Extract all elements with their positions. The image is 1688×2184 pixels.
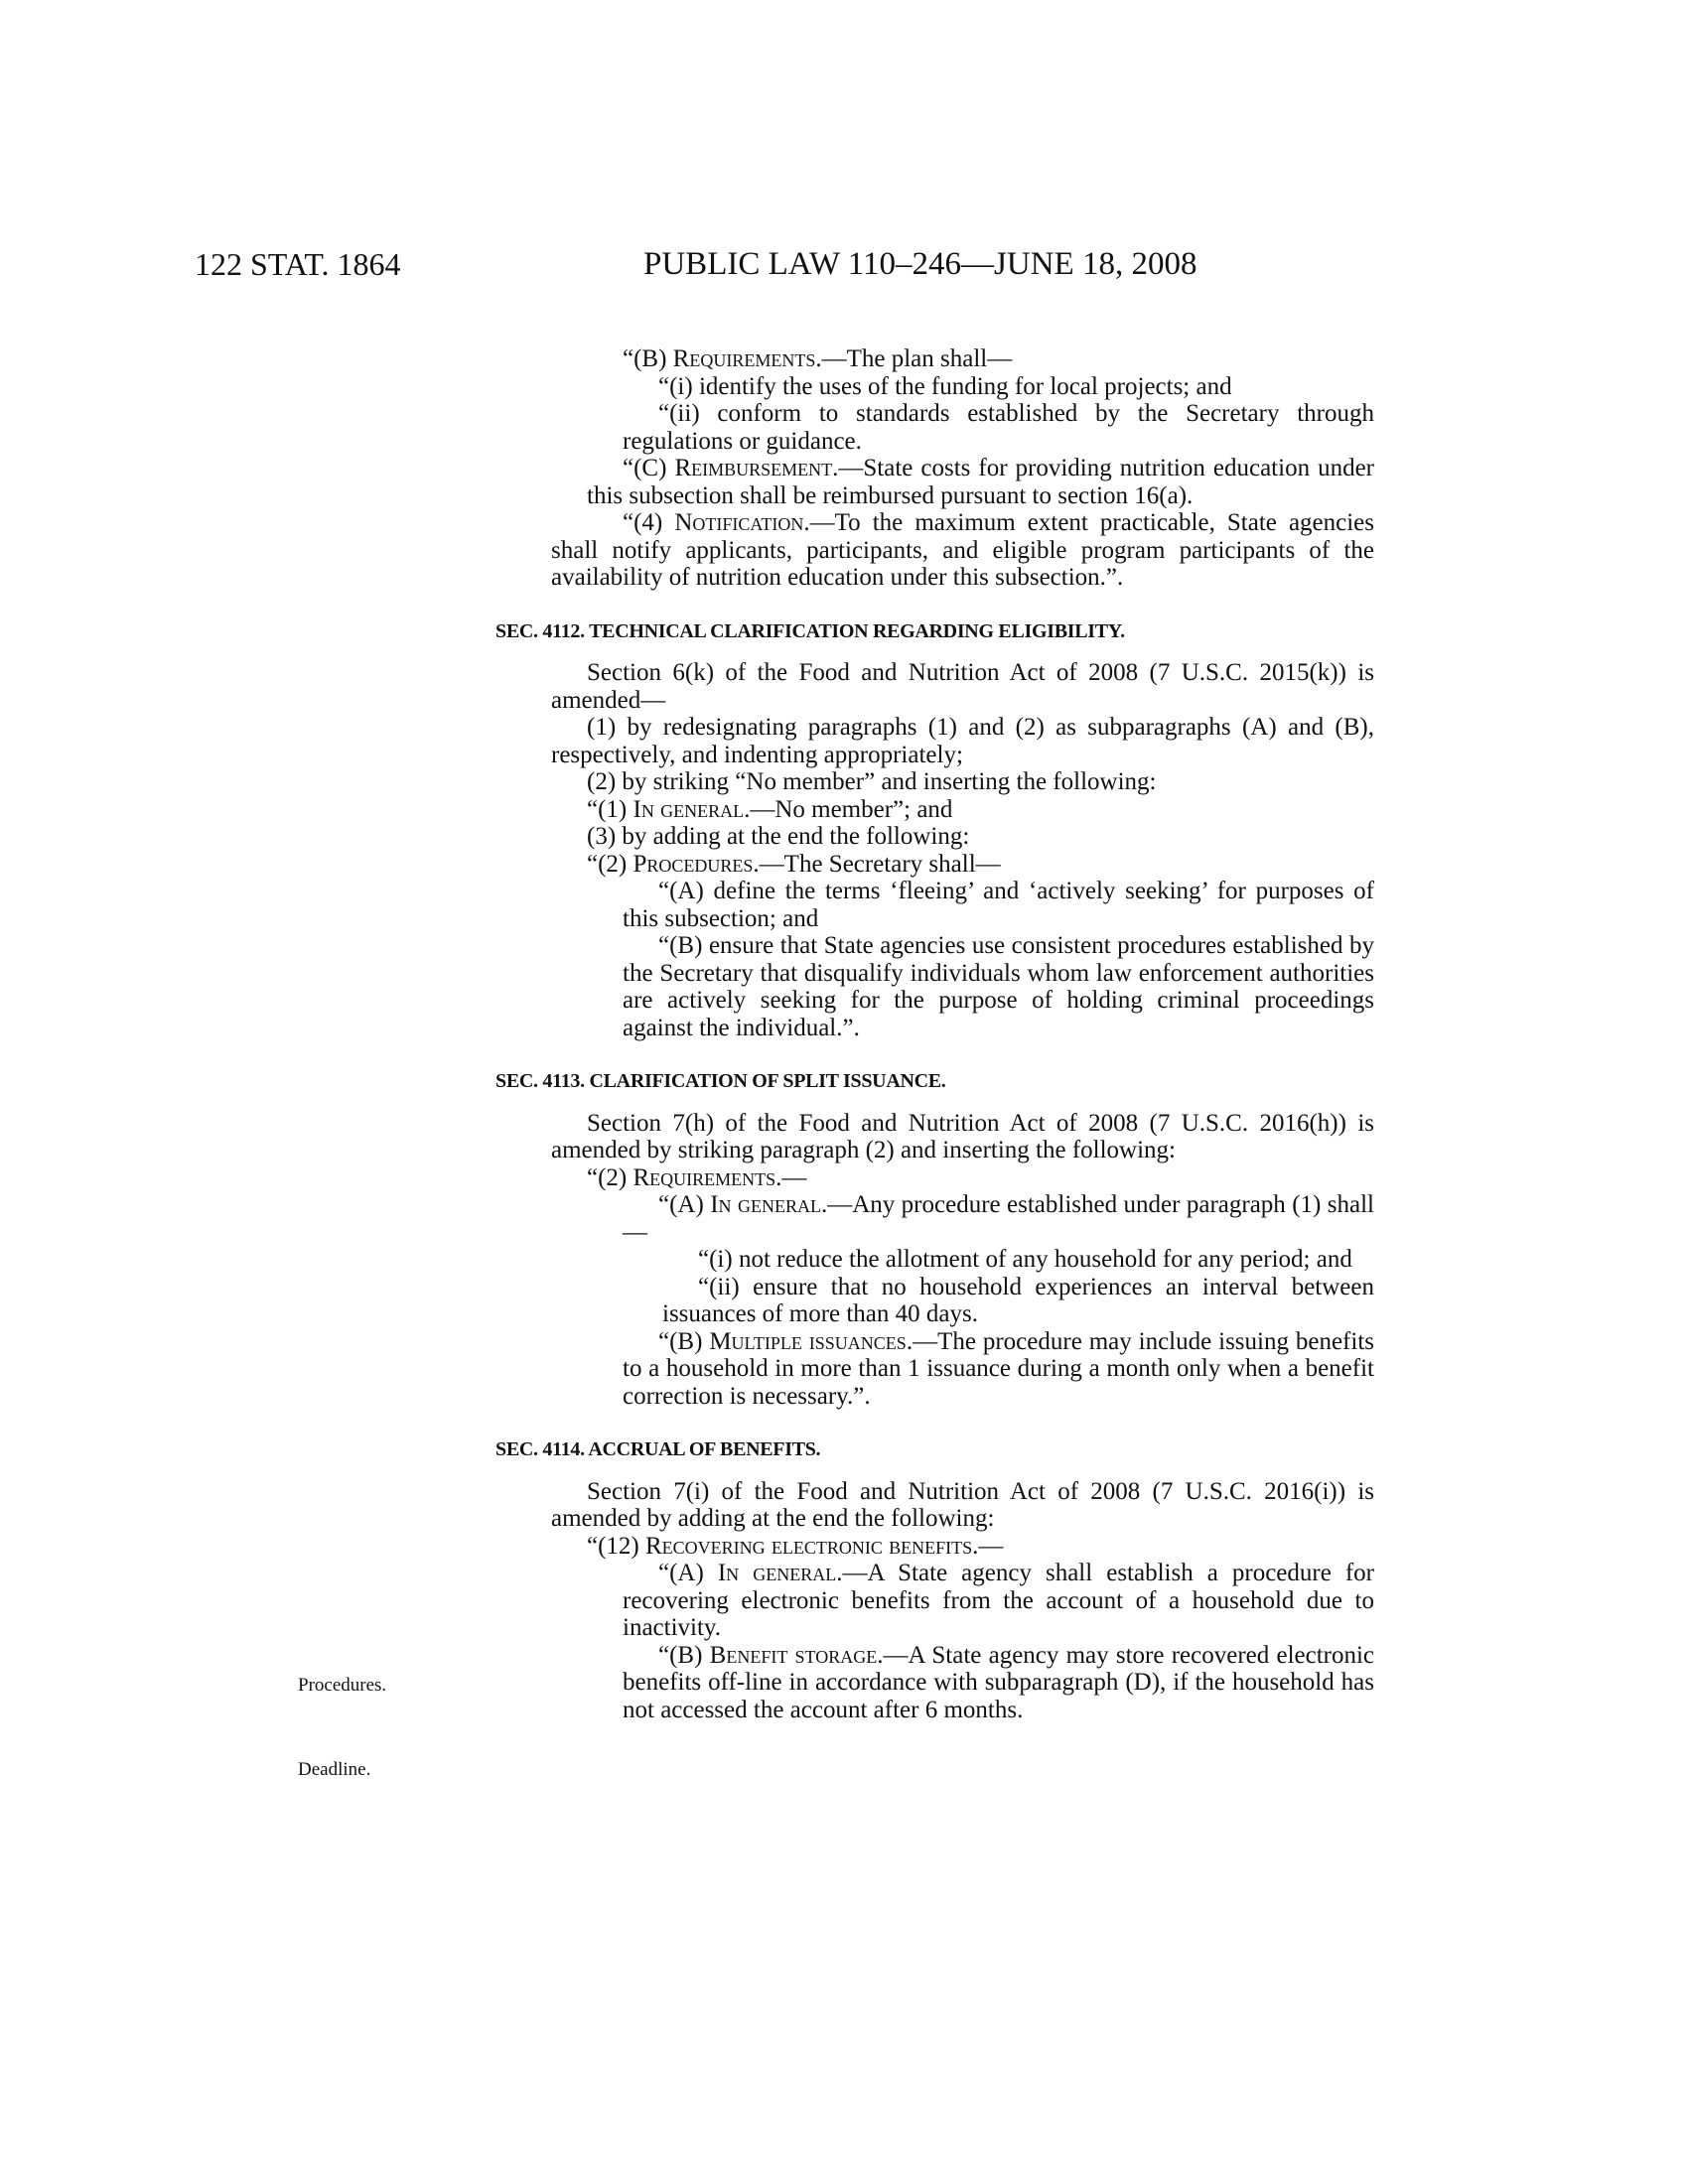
section-4112-intro: Section 6(k) of the Food and Nutrition Act of 2008 (7 U.S.C. 2015(k)) is amended— [551, 659, 1374, 714]
section-4112-quote-a: “(A) define the terms ‘fleeing’ and ‘actively seeking’ for purposes of this subsection; and [623, 878, 1374, 932]
section-4112-quote-b: “(B) ensure that State agencies use consistent procedures established by the Secretary that disqualify individuals whom law enforcement authorities are actively seeking for the purpose of holding criminal proceedings against the individual.”. [623, 932, 1374, 1041]
section-4112-quote-1: “(1) In general.—No member”; and [587, 795, 953, 823]
subparagraph-b-requirements: “(B) Requirements.—The plan shall— [623, 345, 1013, 372]
clause-i: “(i) identify the uses of the funding for local projects; and [658, 372, 1232, 400]
document-body [495, 345, 1375, 1723]
subparagraph-c-reimbursement: “(C) Reimbursement.—State costs for providing nutrition education under this subsection shall be reimbursed pursuant to section 16(a). [587, 455, 1374, 509]
section-4114-intro: Section 7(i) of the Food and Nutrition Act of 2008 (7 U.S.C. 2016(i)) is amended by adding at the end the following: [551, 1477, 1374, 1532]
section-4112-item-2: (2) by striking “No member” and inserting the following: [587, 768, 1157, 795]
section-4113-subparagraph-b: “(B) Multiple issuances.—The procedure may include issuing benefits to a household in more than 1 issuance during a month only when a benefit correction is necessary.”. [623, 1327, 1375, 1410]
section-4113-paragraph-2: “(2) Requirements.— [587, 1163, 807, 1191]
section-4112-item-3: (3) by adding at the end the following: [587, 823, 970, 850]
section-4114-subparagraph-a: “(A) In general.—A State agency shall establish a procedure for recovering electronic benefits from the account of a household due to inactivity. [623, 1560, 1374, 1641]
section-4113-subparagraph-a: “(A) In general.—Any procedure established under paragraph (1) shall— [623, 1191, 1374, 1246]
page-number: 122 STAT. 1864 [195, 246, 401, 282]
section-4113-clause-i: “(i) not reduce the allotment of any household for any period; and [698, 1246, 1352, 1273]
section-4114-paragraph-12: “(12) Recovering electronic benefits.— [587, 1532, 1004, 1560]
section-4113-intro: Section 7(h) of the Food and Nutrition Act of 2008 (7 U.S.C. 2016(h)) is amended by striking paragraph (2) and inserting the following: [551, 1109, 1374, 1163]
running-header: PUBLIC LAW 110–246—JUNE 18, 2008 [643, 246, 1197, 282]
section-4113-clause-ii: “(ii) ensure that no household experiences an interval between issuances of more than 40 days. [662, 1273, 1374, 1327]
section-4112-quote-2: “(2) Procedures.—The Secretary shall— [587, 850, 1001, 878]
section-4114-subparagraph-b: “(B) Benefit storage.—A State agency may store recovered electronic benefits off-line in accordance with subparagraph (D), if the household has not accessed the account after 6 months. [623, 1641, 1375, 1723]
margin-note-deadline: Deadline. [298, 1759, 371, 1780]
section-heading-4112: SEC. 4112. TECHNICAL CLARIFICATION REGARDING ELIGIBILITY. [495, 619, 1125, 642]
section-heading-4114: SEC. 4114. ACCRUAL OF BENEFITS. [495, 1438, 821, 1460]
clause-ii: “(ii) conform to standards established by the Secretary through regulations or guidance. [623, 400, 1374, 455]
section-heading-4113: SEC. 4113. CLARIFICATION OF SPLIT ISSUANCE. [495, 1070, 946, 1092]
paragraph-4-notification: “(4) Notification.—To the maximum extent practicable, State agencies shall notify applicants, participants, and eligible program participants of the availability of nutrition education under this subsection.”. [551, 509, 1374, 591]
margin-note-procedures: Procedures. [298, 1675, 387, 1696]
section-4112-item-1: (1) by redesignating paragraphs (1) and (2) as subparagraphs (A) and (B), respectively, and indenting appropriately; [551, 714, 1374, 768]
